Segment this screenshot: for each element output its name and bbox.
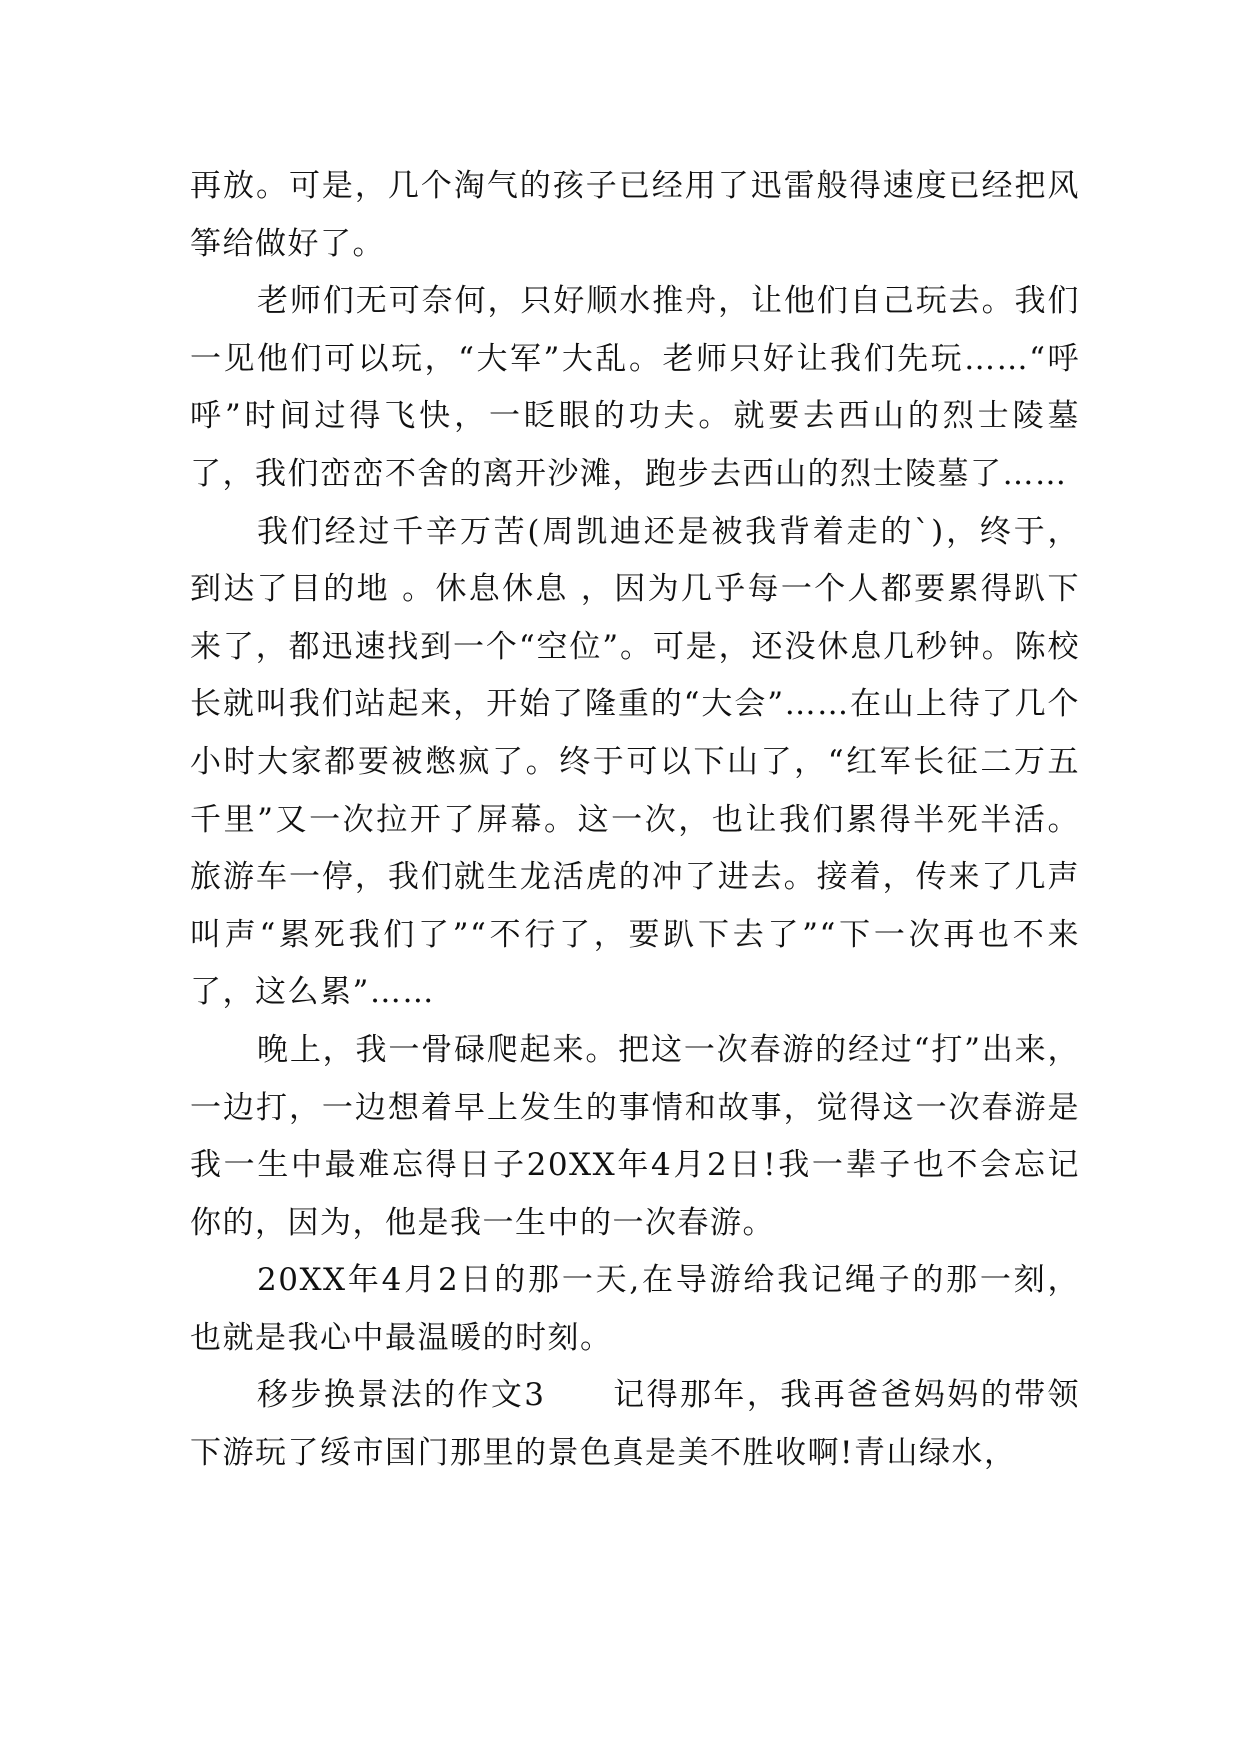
paragraph-6: 移步换景法的作文3 记得那年，我再爸爸妈妈的带领下游玩了绥市国门那里的景色真是美不胜收啊!青山绿水， [190,1377,1080,1472]
paragraph-1: 再放。可是，几个淘气的孩子已经用了迅雷般得速度已经把风筝给做好了。 [190,168,1080,262]
paragraph-2: 老师们无可奈何，只好顺水推舟，让他们自己玩去。我们一见他们可以玩，“大军”大乱。老师只好让我们先玩……“呼呼”时间过得飞快，一眨眼的功夫。就要去西山的烈士陵墓了，我们峦峦不舍的离开沙滩，跑步去西山的烈士陵墓了…… [190,283,1080,492]
document-body [190,158,1080,1483]
paragraph-5: 20XX年4月2日的那一天,在导游给我记绳子的那一刻，也就是我心中最温暖的时刻。 [190,1262,1080,1356]
paragraph-4: 晚上，我一骨碌爬起来。把这一次春游的经过“打”出来，一边打，一边想着早上发生的事情和故事，觉得这一次春游是我一生中最难忘得日子20XX年4月2日!我一辈子也不会忘记你的，因为，他是我一生中的一次春游。 [190,1031,1080,1241]
paragraph-3: 我们经过千辛万苦(周凯迪还是被我背着走的`)，终于，到达了目的地 。休息休息 ，因为几乎每一个人都要累得趴下来了，都迅速找到一个“空位”。可是，还没休息几秒钟。陈校长就叫我们站起来，开始了隆重的“大会”……在山上待了几个小时大家都要被憋疯了。终于可以下山了，“红军长征二万五千里”又一次拉开了屏幕。这一次，也让我们累得半死半活。旅游车一停，我们就生龙活虎的冲了进去。接着，传来了几声叫声“累死我们了”“不行了，要趴下去了”“下一次再也不来了，这么累”…… [190,513,1080,1011]
